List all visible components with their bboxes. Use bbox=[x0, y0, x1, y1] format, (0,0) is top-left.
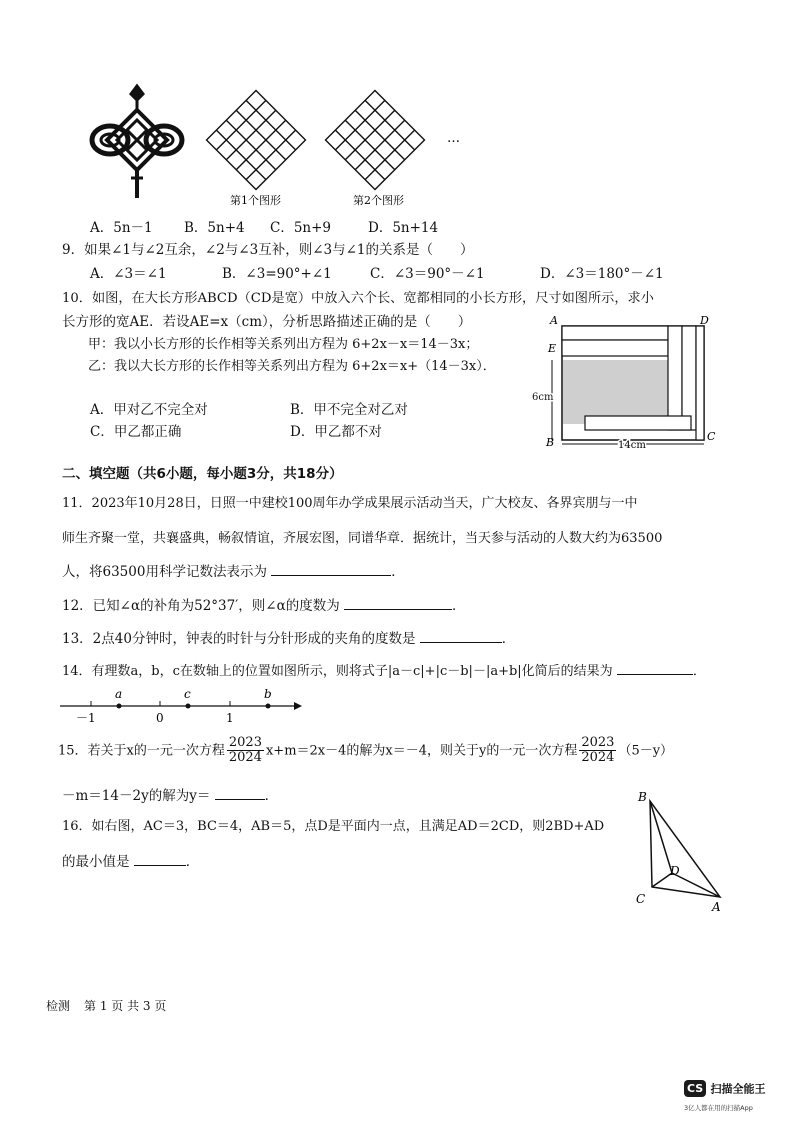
q14-answer-blank[interactable] bbox=[617, 674, 693, 675]
q11-end: ． bbox=[391, 564, 405, 580]
scanner-watermark bbox=[684, 1080, 766, 1097]
q12-end: ． bbox=[452, 598, 466, 614]
q13-end: ． bbox=[501, 631, 516, 647]
figure1-label: 第1个图形 bbox=[230, 194, 281, 207]
numberline-label-c: c bbox=[184, 687, 191, 701]
q10-rectangle-figure bbox=[530, 312, 730, 452]
q13-line bbox=[62, 627, 515, 647]
q8-option-c: C．5n+9 bbox=[270, 220, 332, 236]
q15-line1 bbox=[58, 736, 673, 766]
q15-frac2-num: 2023 bbox=[581, 735, 615, 750]
q15-answer-blank[interactable] bbox=[215, 799, 265, 800]
numberline-tick-0: 0 bbox=[156, 711, 164, 725]
q10-line1: 10．如图，在大长方形ABCD（CD是宽）中放入六个长、宽都相同的小长方形，尺寸如图所示，求小 bbox=[62, 291, 654, 306]
numberline-label-a: a bbox=[115, 687, 123, 701]
grid-figure-2 bbox=[326, 91, 425, 190]
q10-dim-width: 14cm bbox=[618, 440, 646, 451]
q10-option-a: A．甲对乙不完全对 bbox=[90, 402, 208, 418]
q16-label-b: B bbox=[638, 790, 647, 804]
q16-line2-text: 的最小值是 bbox=[62, 854, 130, 870]
q11-line2: 师生齐聚一堂，共襄盛典，畅叙情谊，齐展宏图，同谱华章．据统计，当天参与活动的人数大约为63500 bbox=[62, 531, 663, 546]
q11-answer-blank[interactable] bbox=[271, 575, 391, 576]
q8-option-a: A．5n－1 bbox=[90, 220, 153, 236]
q10-jia: 甲：我以小长方形的长作相等关系列出方程为 6+2x－x＝14－3x； bbox=[88, 337, 479, 352]
q12-line bbox=[62, 594, 466, 614]
watermark-tagline: 3亿人都在用的扫描App bbox=[684, 1104, 753, 1112]
q8-figures bbox=[85, 78, 485, 213]
q15-line2-text: －m＝14－2y的解为y＝ bbox=[62, 788, 211, 804]
q11-text: 人，将63500用科学记数法表示为 bbox=[62, 564, 267, 580]
q15-frac1-den: 2024 bbox=[228, 750, 262, 766]
figure2-label: 第2个图形 bbox=[353, 194, 404, 207]
q11-line1: 11．2023年10月28日，日照一中建校100周年办学成果展示活动当天，广大校友、各界宾朋与一中 bbox=[62, 496, 638, 511]
q12-answer-blank[interactable] bbox=[344, 609, 452, 610]
q10-label-e: E bbox=[548, 342, 557, 355]
q14-line bbox=[62, 660, 706, 679]
grid-figure-1 bbox=[207, 91, 306, 190]
q15-part1: 15．若关于x的一元一次方程 bbox=[58, 743, 225, 759]
q9-option-c: C．∠3＝90°－∠1 bbox=[370, 266, 485, 282]
footer-page-number: 第 1 页 共 3 页 bbox=[84, 999, 167, 1013]
q16-label-d: D bbox=[670, 864, 680, 878]
q16-line1: 16．如右图，AC＝3，BC＝4，AB＝5，点D是平面内一点，且满足AD＝2CD，则2BD+AD bbox=[62, 819, 605, 834]
footer-left-mark: 检测 bbox=[46, 999, 71, 1013]
cs-logo-icon: CS bbox=[684, 1080, 706, 1097]
q10-option-c: C．甲乙都正确 bbox=[90, 424, 182, 440]
q16-label-c: C bbox=[636, 892, 646, 906]
q10-yi: 乙：我以大长方形的长作相等关系列出方程为 6+2x＝x+（14－3x）． bbox=[88, 359, 496, 374]
q14-number-line bbox=[56, 686, 306, 726]
q10-label-a: A bbox=[550, 314, 558, 327]
q15-part3: （5－y） bbox=[618, 743, 674, 759]
q10-label-c: C bbox=[707, 430, 716, 443]
q10-dim-height: 6cm bbox=[532, 392, 554, 403]
q14-text: 14．有理数a，b，c在数轴上的位置如图所示，则将式子|a－c|+|c－b|－|a+b|化简后的结果为 bbox=[62, 664, 613, 679]
q16-label-a: A bbox=[712, 900, 721, 913]
q15-end: ． bbox=[264, 788, 279, 804]
q10-option-d: D．甲乙都不对 bbox=[290, 424, 382, 440]
q13-text: 13．2点40分钟时，钟表的时针与分针形成的夹角的度数是 bbox=[62, 631, 416, 647]
q16-line2 bbox=[62, 850, 199, 870]
q16-end: ． bbox=[185, 854, 200, 870]
q10-option-b: B．甲不完全对乙对 bbox=[290, 402, 408, 418]
q8-option-b: B．5n+4 bbox=[184, 220, 245, 236]
q10-line2: 长方形的宽AE．若设AE=x（cm），分析思路描述正确的是（ ） bbox=[62, 314, 472, 330]
q12-text: 12．已知∠α的补角为52°37′，则∠α的度数为 bbox=[62, 598, 340, 614]
q9-option-a: A．∠3＝∠1 bbox=[90, 266, 167, 282]
figure-ellipsis: … bbox=[447, 131, 460, 146]
q15-part2: x+m＝2x－4的解为x＝－4，则关于y的一元一次方程 bbox=[265, 743, 578, 759]
q9-stem: 9．如果∠1与∠2互余，∠2与∠3互补，则∠3与∠1的关系是（ ） bbox=[62, 242, 474, 258]
q15-frac2-den: 2024 bbox=[581, 750, 615, 766]
chinese-knot-image bbox=[92, 86, 182, 198]
q16-triangle-figure bbox=[630, 785, 730, 913]
q15-fraction-1 bbox=[227, 736, 264, 766]
q11-line3 bbox=[62, 560, 405, 580]
q16-answer-blank[interactable] bbox=[134, 865, 186, 866]
numberline-tick-neg1: －1 bbox=[76, 711, 96, 725]
q13-answer-blank[interactable] bbox=[420, 642, 502, 643]
numberline-tick-1: 1 bbox=[226, 711, 234, 725]
q9-option-d: D．∠3＝180°－∠1 bbox=[540, 266, 664, 282]
q9-option-b: B．∠3=90°+∠1 bbox=[222, 266, 332, 282]
section2-title: 二、填空题（共6小题，每小题3分，共18分） bbox=[62, 466, 343, 482]
q15-line2 bbox=[62, 784, 278, 804]
q8-option-d: D．5n+14 bbox=[368, 220, 439, 236]
q10-label-d: D bbox=[700, 314, 709, 327]
q10-label-b: B bbox=[546, 436, 555, 449]
q15-fraction-2 bbox=[579, 736, 616, 766]
q14-end: ． bbox=[692, 664, 706, 679]
q15-frac1-num: 2023 bbox=[228, 735, 262, 750]
watermark-brand: 扫描全能王 bbox=[710, 1082, 766, 1096]
numberline-label-b: b bbox=[264, 687, 272, 701]
